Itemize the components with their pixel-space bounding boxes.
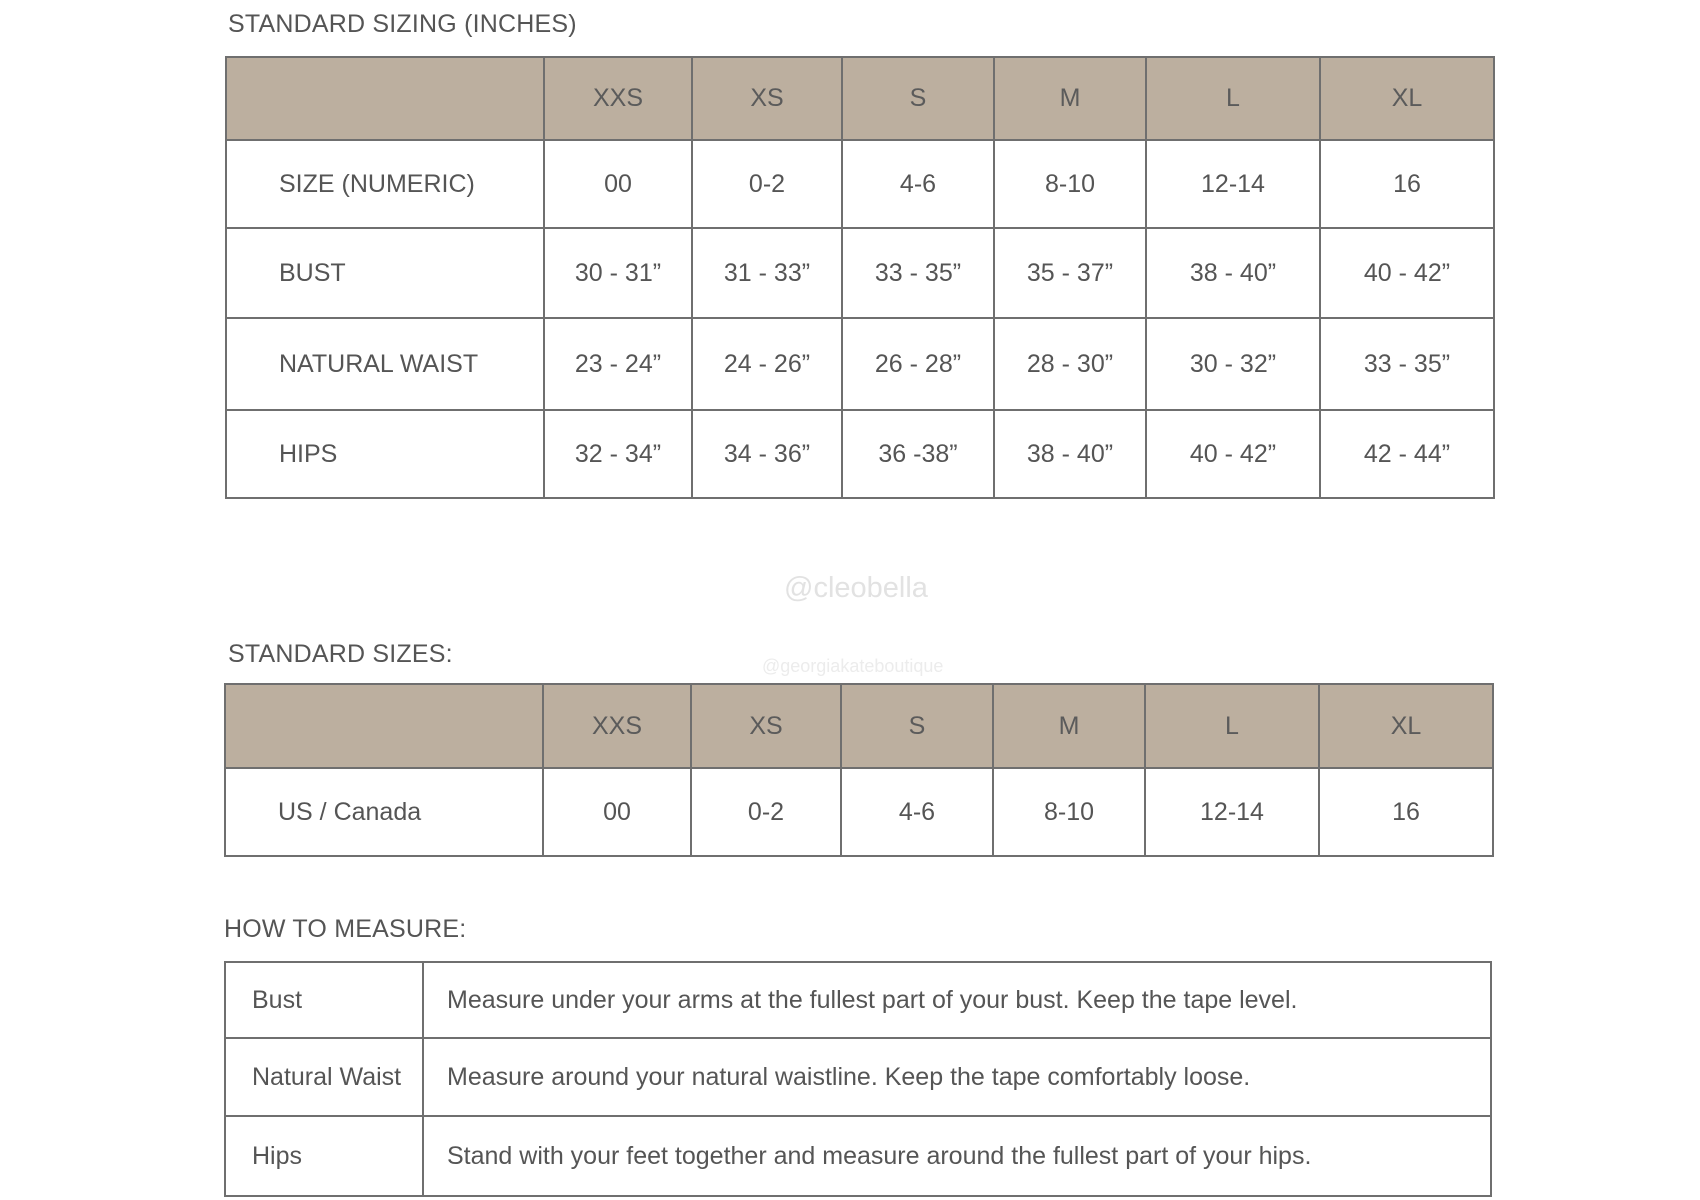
size-header-xs: XS [692,57,842,140]
table-row [225,962,1491,1038]
row-label-natural-waist: NATURAL WAIST [226,318,544,410]
measure-description-bust: Measure under your arms at the fullest part of your bust. Keep the tape level. [423,962,1491,1038]
measure-label-hips: Hips [225,1116,423,1196]
sizing-inches-title: STANDARD SIZING (INCHES) [228,10,577,38]
table-cell: 34 - 36” [692,410,842,498]
table-cell: 30 - 31” [544,228,692,318]
table-cell: 0-2 [692,140,842,228]
measure-label-bust: Bust [225,962,423,1038]
row-label-size-numeric: SIZE (NUMERIC) [226,140,544,228]
size-header-xl: XL [1320,57,1494,140]
size-header-xl: XL [1319,684,1493,768]
table-row [225,1116,1491,1196]
table-cell: 16 [1320,140,1494,228]
table-row [226,140,1494,228]
row-label-bust: BUST [226,228,544,318]
table-row [226,410,1494,498]
table-cell: 36 -38” [842,410,994,498]
table-cell: 35 - 37” [994,228,1146,318]
table-row [225,768,1493,856]
measure-description-hips: Stand with your feet together and measure around the fullest part of your hips. [423,1116,1491,1196]
header-blank-cell [225,684,543,768]
table-cell: 26 - 28” [842,318,994,410]
table-cell: 31 - 33” [692,228,842,318]
table-cell: 33 - 35” [842,228,994,318]
table-cell: 12-14 [1145,768,1319,856]
table-cell: 4-6 [841,768,993,856]
size-header-xs: XS [691,684,841,768]
table-cell: 38 - 40” [994,410,1146,498]
size-header-s: S [841,684,993,768]
table-cell: 4-6 [842,140,994,228]
table-cell: 40 - 42” [1146,410,1320,498]
table-cell: 28 - 30” [994,318,1146,410]
how-to-measure-table [224,961,1492,1197]
row-label-us-canada: US / Canada [225,768,543,856]
table-cell: 32 - 34” [544,410,692,498]
size-header-m: M [993,684,1145,768]
size-header-xxs: XXS [544,57,692,140]
size-header-row [225,684,1493,768]
measure-label-natural-waist: Natural Waist [225,1038,423,1116]
size-header-s: S [842,57,994,140]
size-header-xxs: XXS [543,684,691,768]
table-cell: 24 - 26” [692,318,842,410]
table-cell: 23 - 24” [544,318,692,410]
row-label-hips: HIPS [226,410,544,498]
table-cell: 42 - 44” [1320,410,1494,498]
size-header-l: L [1146,57,1320,140]
table-row [226,228,1494,318]
standard-sizes-table [224,683,1494,857]
table-cell: 0-2 [691,768,841,856]
table-row [226,318,1494,410]
table-row [225,1038,1491,1116]
size-header-m: M [994,57,1146,140]
table-cell: 12-14 [1146,140,1320,228]
watermark-secondary: @georgiakateboutique [762,656,944,676]
header-blank-cell [226,57,544,140]
how-to-measure-title: HOW TO MEASURE: [224,915,467,943]
table-cell: 38 - 40” [1146,228,1320,318]
table-cell: 33 - 35” [1320,318,1494,410]
watermark-primary: @cleobella [784,572,928,604]
size-header-row [226,57,1494,140]
table-cell: 8-10 [994,140,1146,228]
sizing-inches-table [225,56,1495,499]
table-cell: 8-10 [993,768,1145,856]
standard-sizes-title: STANDARD SIZES: [228,640,453,668]
table-cell: 16 [1319,768,1493,856]
table-cell: 40 - 42” [1320,228,1494,318]
size-header-l: L [1145,684,1319,768]
table-cell: 00 [544,140,692,228]
table-cell: 00 [543,768,691,856]
measure-description-natural-waist: Measure around your natural waistline. Keep the tape comfortably loose. [423,1038,1491,1116]
table-cell: 30 - 32” [1146,318,1320,410]
